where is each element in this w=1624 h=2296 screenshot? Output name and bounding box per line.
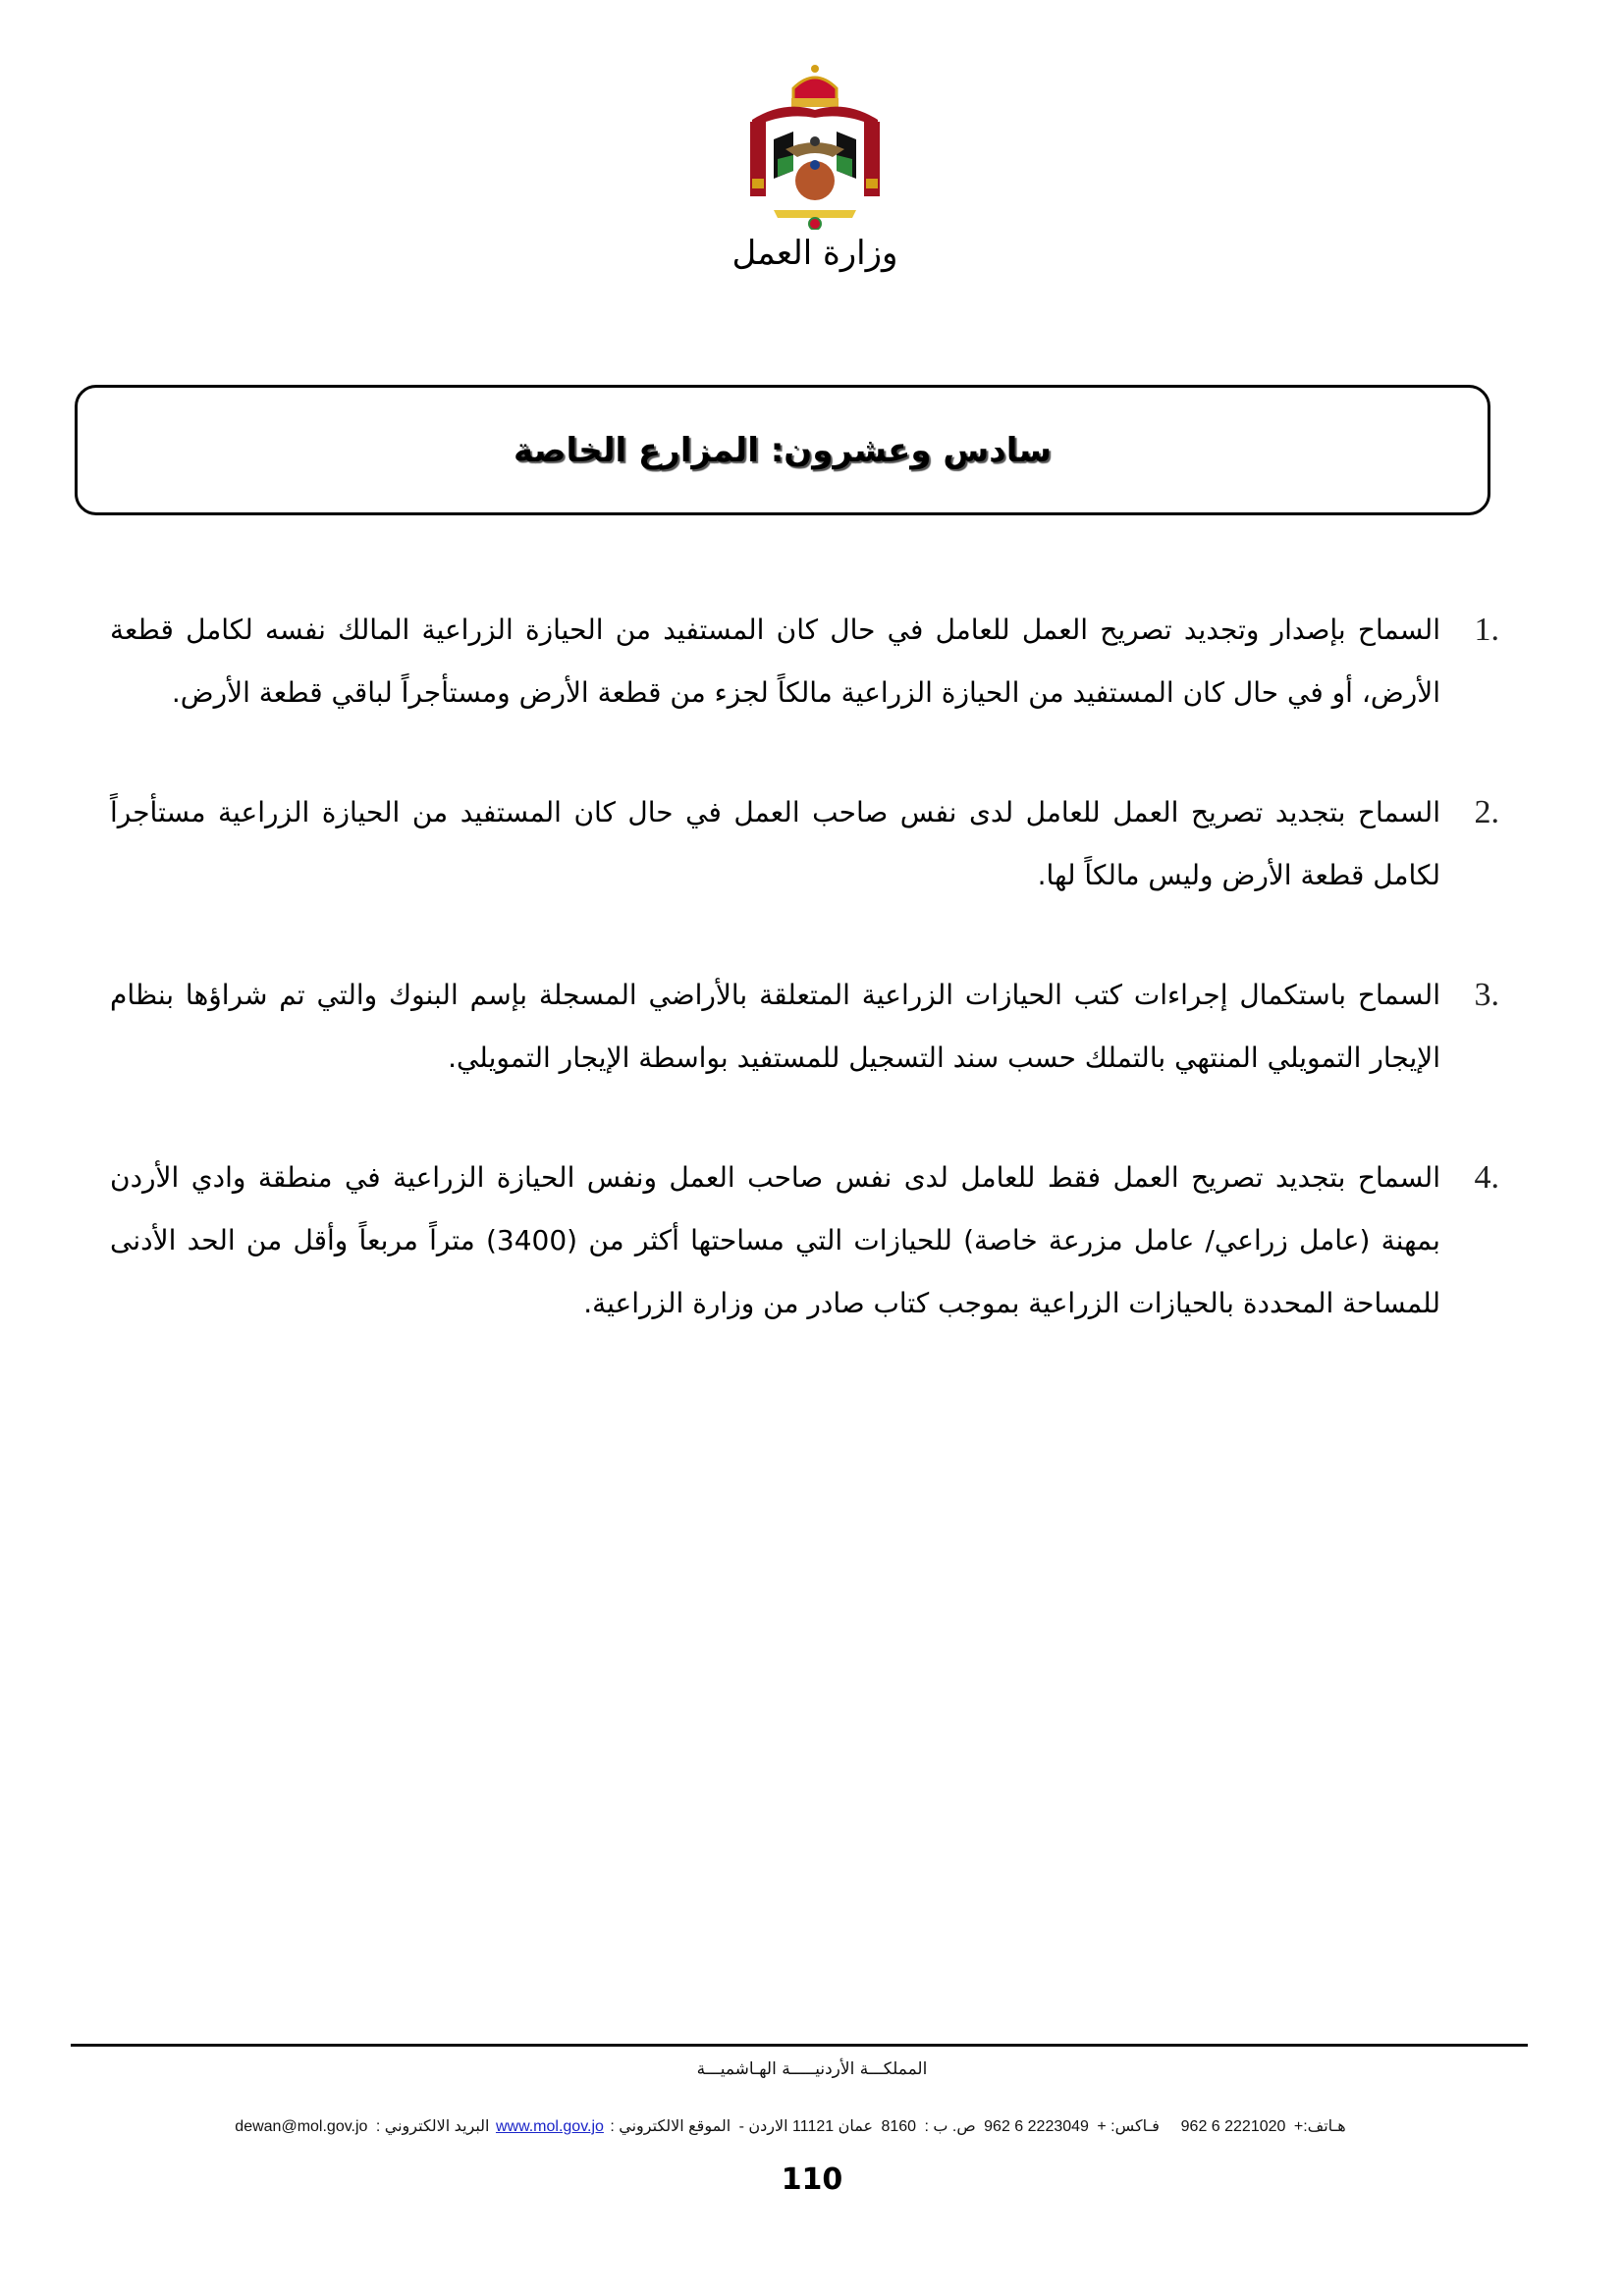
item-number: 2. [1474,794,1499,830]
section-title-box [75,385,1490,515]
list-item [110,781,1499,907]
fax-label: فـاكس: + [1097,2118,1160,2135]
item-number: 3. [1474,977,1499,1013]
phone-label: هـاتف:+ [1293,2118,1346,2135]
provisions-list [110,599,1499,1392]
item-text: السماح بإصدار وتجديد تصريح العمل للعامل في حال كان المستفيد من الحيازة الزراعية المالك نفسه لكامل قطعة الأرض، أو في حال كان المستفيد من الحيازة الزراعية مالكاً لجزء من قطعة الأرض ومستأجراً لباقي قطعة الأرض. [110,614,1440,709]
item-text: السماح بتجديد تصريح العمل فقط للعامل لدى نفس صاحب العمل ونفس الحيازة الزراعية في منطقة وادي الأردن بمهنة (عامل زراعي/ عامل مزرعة خاصة) للحيازات التي مساحتها أكثر من (3400) متراً مربعاً وأقل من الحد الأدنى للمساحة المحددة بالحيازات الزراعية بموجب كتاب صادر من وزارة الزراعية. [110,1161,1440,1319]
ministry-name: وزارة العمل [731,234,898,273]
item-number: 1. [1474,612,1499,648]
email-value: dewan@mol.gov.jo [235,2118,368,2135]
jordan-coat-of-arms-icon [734,61,895,230]
section-title: سادس وعشرون: المزارع الخاصة [514,430,1052,470]
fax-value: 962 6 2223049 [984,2118,1089,2135]
list-item [110,1147,1499,1335]
pobox-label: ص. ب : [924,2118,976,2135]
page-number: 110 [781,2163,843,2197]
item-text: السماح بتجديد تصريح العمل للعامل لدى نفس صاحب العمل في حال كان المستفيد من الحيازة الزراعية مستأجراً لكامل قطعة الأرض وليس مالكاً لها. [110,796,1440,891]
item-text: السماح باستكمال إجراءات كتب الحيازات الزراعية المتعلقة بالأراضي المسجلة بإسم البنوك والتي تم شراؤها بنظام الإيجار التمويلي المنتهي بالتملك حسب سند التسجيل للمستفيد بواسطة الإيجار التمويلي. [110,979,1440,1074]
list-item [110,964,1499,1090]
footer-kingdom-name: المملكـــة الأردنيـــــة الهـاشميـــة [696,2059,928,2079]
item-number: 4. [1474,1159,1499,1196]
pobox-value: 8160 [881,2118,917,2135]
website-label: الموقع الالكتروني : [610,2118,731,2135]
footer-divider [71,2044,1528,2047]
email-label: البريد الالكتروني : [375,2118,490,2135]
phone-value: 962 6 2221020 [1180,2118,1286,2135]
website-link[interactable]: www.mol.gov.jo [495,2118,604,2135]
city-address: عمان 11121 الاردن - [738,2118,874,2135]
list-item [110,599,1499,724]
footer-contact-line [88,2116,1492,2136]
